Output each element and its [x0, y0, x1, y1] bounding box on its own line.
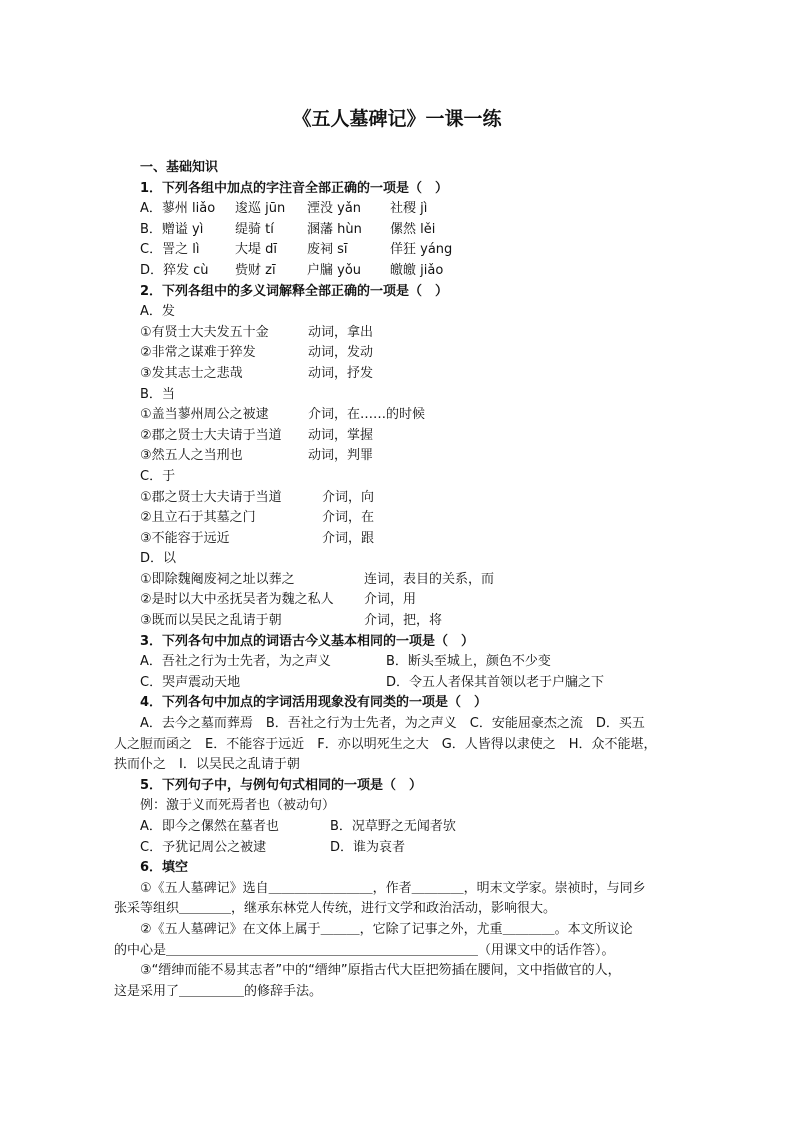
- worksheet-body: [114, 158, 680, 1002]
- question-3-stem: 3．下列各句中加点的词语古今义基本相同的一项是（ ）: [140, 633, 475, 649]
- sentence: ③不能容于远近: [140, 530, 230, 546]
- question-2-groups: [140, 302, 680, 632]
- option-cell: D．令五人者保其首领以老于户牖之下: [386, 674, 605, 690]
- option-row: [140, 240, 680, 261]
- option-cell: B．赠谥 yì: [140, 221, 204, 237]
- question-3-options: [140, 652, 680, 693]
- option-row: [140, 199, 680, 220]
- page-title: 《五人墓碑记》一课一练: [292, 108, 502, 130]
- question-1-stem: 1．下列各组中加点的字注音全部正确的一项是（ ）: [140, 180, 449, 196]
- option-cell: 社稷 jì: [390, 201, 428, 217]
- question-5-example: 例：激于义而死焉者也（被动句）: [140, 798, 336, 814]
- question-6-stem: 6．填空: [140, 860, 189, 876]
- sentence-row: [140, 405, 680, 426]
- sentence: ②非常之谋难于猝发: [140, 345, 256, 361]
- sentence: ②郡之贤士大夫请于当道: [140, 427, 282, 443]
- option-cell: D．谁为哀者: [330, 839, 406, 855]
- explanation: 动词，掌握: [308, 427, 374, 443]
- option-cell: 户牖 yǒu: [307, 262, 362, 278]
- option-cell: C．詈之 lì: [140, 242, 200, 258]
- option-line: 抶而仆之 I．以吴民之乱请于朝: [114, 757, 300, 773]
- option-line: 人之脰而函之 E．不能容于远近 F．亦以明死生之大 G．人皆得以隶使之 H．众不能堪，: [114, 736, 657, 752]
- option-label: C．于: [140, 468, 176, 484]
- sentence: ①郡之贤士大夫请于当道: [140, 489, 282, 505]
- option-cell: D．猝发 cù: [140, 262, 209, 278]
- option-cell: A．吾社之行为士先者，为之声义: [140, 654, 331, 670]
- sentence-row: [140, 508, 680, 529]
- option-cell: A．蓼州 liǎo: [140, 201, 216, 217]
- option-label: D．以: [140, 551, 177, 567]
- option-cell: 赀财 zī: [235, 262, 276, 278]
- option-cell: 皦皦 jiǎo: [390, 262, 444, 278]
- option-cell: A．即今之傫然在墓者也: [140, 819, 279, 834]
- sentence-row: [140, 343, 680, 364]
- option-line: A．去今之墓而葬焉 B．吾社之行为士先者，为之声义 C．安能屈豪杰之流 D．买五: [140, 716, 645, 732]
- fill-line: ①《五人墓碑记》选自＿＿＿＿＿＿＿＿，作者＿＿＿＿，明末文学家。崇祯时，与同乡: [140, 880, 646, 896]
- sentence: ①有贤士大夫发五十金: [140, 324, 269, 340]
- option-row: [140, 673, 680, 694]
- sentence-row: [140, 529, 680, 550]
- option-cell: B．况草野之无闻者欤: [330, 819, 456, 834]
- question-5-options: [140, 817, 680, 858]
- sentence-row: [140, 570, 680, 591]
- question-1-options: [140, 199, 680, 281]
- question-6-blanks: [114, 879, 680, 1003]
- explanation: 介词，向: [322, 489, 375, 505]
- option-cell: 傫然 lěi: [390, 221, 436, 237]
- question-4-stem: 4．下列各句中加点的字词活用现象没有同类的一项是（ ）: [140, 695, 488, 711]
- sentence: ②且立石于其墓之门: [140, 510, 256, 526]
- fill-line: ②《五人墓碑记》在文体上属于＿＿＿，它除了记事之外，尤重＿＿＿＿。本文所议论: [140, 921, 633, 937]
- explanation: 动词，发动: [308, 345, 374, 361]
- option-row: [140, 261, 680, 282]
- explanation: 介词，用: [364, 592, 417, 608]
- option-cell: 缇骑 tí: [235, 221, 274, 237]
- question-4-options: [114, 714, 680, 776]
- explanation: 介词，把，将: [364, 613, 443, 629]
- option-cell: B．断头至城上，颜色不少变: [386, 654, 551, 670]
- option-row: [140, 838, 680, 859]
- fill-line: 这是采用了＿＿＿＿＿的修辞手法。: [114, 983, 323, 999]
- explanation: 连词，表目的关系，而: [364, 571, 495, 587]
- option-cell: 逡巡 jūn: [235, 201, 286, 217]
- explanation: 介词，在……的时候: [308, 407, 426, 423]
- question-2-stem: 2．下列各组中的多义词解释全部正确的一项是（ ）: [140, 283, 449, 299]
- option-cell: 大堤 dī: [235, 242, 277, 258]
- sentence: ③既而以吴民之乱请于朝: [140, 613, 282, 629]
- sentence: ①即除魏阉废祠之址以葬之: [140, 571, 295, 587]
- sentence-row: [140, 590, 680, 611]
- explanation: 动词，拿出: [308, 324, 374, 340]
- option-row: [140, 220, 680, 241]
- section-heading: 一、基础知识: [140, 160, 219, 175]
- sentence: ③然五人之当刑也: [140, 448, 243, 464]
- sentence: ①盖当蓼州周公之被逮: [140, 407, 269, 423]
- option-cell: 湮没 yǎn: [307, 201, 362, 217]
- explanation: 动词，判罪: [308, 448, 374, 464]
- sentence-row: [140, 323, 680, 344]
- sentence-row: [140, 426, 680, 447]
- sentence: ②是时以大中丞抚吴者为魏之私人: [140, 592, 334, 608]
- sentence-row: [140, 488, 680, 509]
- sentence: ③发其志士之悲哉: [140, 365, 243, 381]
- explanation: 介词，跟: [322, 530, 375, 546]
- sentence-row: [140, 364, 680, 385]
- fill-line: ③“缙绅而能不易其志者”中的“缙绅”原指古代大臣把笏插在腰间，文中指做官的人，: [140, 963, 621, 979]
- option-row: [140, 652, 680, 673]
- option-cell: 溷藩 hùn: [307, 221, 362, 237]
- fill-line: 的中心是＿＿＿＿＿＿＿＿＿＿＿＿＿＿＿＿＿＿＿＿＿＿＿＿（用课文中的话作答）。: [114, 942, 615, 958]
- fill-line: 张采等组织＿＿＿＿，继承东林党人传统，进行文学和政治活动，影响很大。: [114, 901, 557, 917]
- option-label: A．发: [140, 304, 175, 320]
- sentence-row: [140, 611, 680, 632]
- explanation: 动词，抒发: [308, 365, 374, 381]
- option-cell: C．哭声震动天地: [140, 674, 241, 690]
- option-cell: C．予犹记周公之被逮: [140, 839, 267, 855]
- option-label: B．当: [140, 386, 175, 402]
- explanation: 介词，在: [322, 510, 375, 526]
- option-row: [140, 817, 680, 838]
- option-cell: 废祠 sī: [307, 242, 348, 258]
- question-5-stem: 5．下列句子中，与例句句式相同的一项是（ ）: [140, 777, 423, 793]
- sentence-row: [140, 446, 680, 467]
- option-cell: 佯狂 yáng: [390, 242, 453, 258]
